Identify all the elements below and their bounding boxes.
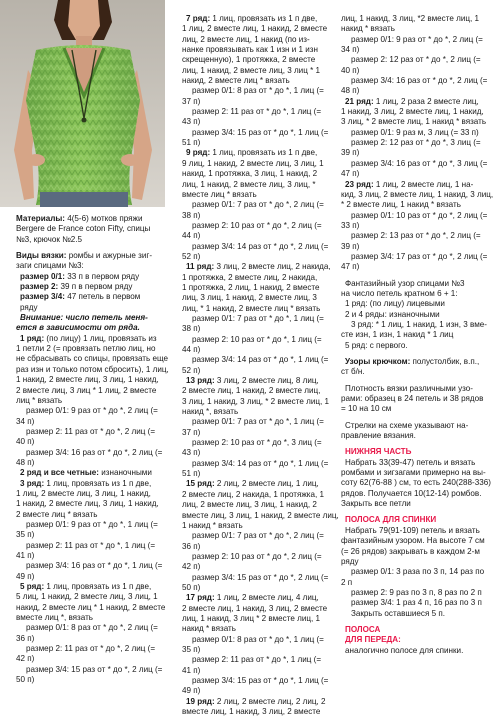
text-line: фантазийным узором. На высоте 7 см — [341, 536, 485, 546]
lead-text: 3 лиц, 2 вместе лиц, 2 накида, — [214, 262, 331, 272]
text-line: вместе лиц, 1 накид, 3 лиц, 2 вместе — [182, 707, 321, 717]
text-line: размер 3/4: 15 раз от * до *, 2 лиц (= — [26, 664, 163, 674]
text-line: накид *, вязать — [182, 407, 239, 417]
lead-text: 33 п в первом ряду — [65, 271, 140, 281]
text-line: Bergere de France coton Fifty, спицы — [16, 224, 151, 234]
text-line: лиц, 2 вместе лиц, 3 лиц, 1 накид, 2 — [182, 500, 317, 510]
text-line: ПОЛОСА ДЛЯ СПИНКИ — [345, 515, 437, 525]
text-line: 38 п) — [182, 210, 201, 220]
text-line: размер 2: 9 раз по 3 п, 8 раз по 2 п — [351, 587, 482, 597]
text-line: размер 2: 10 раз от * до *, 2 лиц (= — [192, 220, 322, 230]
lead-text: 4(5-6) мотков пряжи — [64, 214, 143, 223]
text-line: 48 п) — [341, 86, 360, 96]
text-line: 34 п) — [341, 45, 360, 55]
text-line: скрещенную), 1 протяжка, 2 вместе — [182, 55, 316, 65]
lead-label: 17 ряд: — [186, 593, 215, 603]
text-line: 39 п) — [341, 148, 360, 158]
text-line: 2 вместе лиц * вязать — [16, 509, 98, 519]
text-line: правление вязания. — [341, 431, 416, 441]
lead-label: 1 ряд: — [20, 333, 45, 343]
text-line: размер 0/1: 7 раз от * до *, 1 лиц (= — [192, 417, 324, 427]
text-line: раз изн и только потом сбросить), 1 лиц, — [16, 364, 169, 374]
text-line: рядов. Получается 10(12-14) ромбов. — [341, 488, 482, 498]
text-line: ромбами и зигзагами примерно на вы- — [341, 468, 486, 478]
text-line: нанке провязывать как 1 изн и 1 изн — [182, 45, 318, 55]
text-line: размер 0/1: 8 раз от * до *, 1 лиц (= — [192, 86, 324, 96]
text-line: 44 п) — [182, 345, 201, 354]
text-line: размер 3/4: 15 раз от * до *, 2 лиц (= — [192, 572, 329, 582]
text-line: 48 п) — [16, 457, 35, 467]
text-line: размер 2: 11 раз от * до *, 2 лиц (= — [26, 426, 156, 436]
text-line: 41 п) — [16, 551, 35, 560]
text-line — [341, 97, 484, 107]
lead-text: 1 лиц, 2 вместе лиц, 1 на- — [373, 179, 474, 189]
lead-label: 21 ряд: — [345, 96, 374, 106]
text-line: размер 0/1: 9 раз от * до *, 1 лиц (= — [26, 519, 158, 529]
text-line: 36 п) — [16, 633, 35, 643]
text-line — [16, 292, 168, 302]
text-line: 37 п) — [182, 96, 201, 106]
text-line — [182, 14, 332, 24]
text-line: вместе лиц, 3 лиц, 1 накид, 2 вместе лиц, — [182, 510, 339, 520]
lead-label: Узоры крючком: — [345, 357, 411, 366]
lead-text: полустолбик, в.п., — [410, 357, 480, 366]
text-line: Набрать 79(91-109) петель и вязать — [345, 525, 480, 535]
text-line: размер 0/1: 7 раз от * до *, 2 лиц (= — [192, 531, 324, 541]
text-line: заги спицами №3: — [16, 261, 84, 271]
text-line: размер 0/1: 9 раз от * до *, 2 лиц (= — [351, 34, 483, 44]
text-line: размер 2: 13 раз от * до *, 2 лиц (= — [351, 231, 481, 241]
text-line: 49 п) — [16, 571, 35, 581]
text-line: 1 накид * вязать — [182, 520, 243, 530]
text-line: 47 п) — [341, 169, 360, 179]
text-line: размер 2: 10 раз от * до *, 2 лиц (= — [192, 551, 322, 561]
text-line: (= 26 рядов) закрывать в каждом 2-м — [341, 546, 480, 556]
lead-label: 19 ряд: — [186, 696, 215, 706]
text-line: * 2 вместе лиц, 1 накид * вязать — [341, 200, 461, 210]
text-line: размер 3/4: 14 раз от * до *, 2 лиц (= — [192, 241, 329, 251]
text-line: лиц, 2 вместе лиц, 1 накид (по из- — [182, 34, 310, 44]
text-line: 41 п) — [182, 665, 201, 675]
text-line: накид, 1 протяжка, 3 лиц, 1 накид, 2 — [182, 169, 318, 179]
text-line: Стрелки на схеме указывают на- — [345, 420, 469, 430]
text-line — [182, 593, 332, 603]
text-line: рами: образец в 24 петель и 38 рядов — [341, 394, 484, 404]
lead-text: 1 лиц, провязать из 1 п две, — [210, 148, 318, 158]
text-line: 1 протяжка, 2 вместе лиц, 2 накида, — [182, 272, 318, 282]
text-line: №3, крючок №2.5 — [16, 234, 83, 244]
text-line: 42 п) — [16, 654, 35, 664]
text-line: 50 п) — [16, 675, 35, 685]
text-line: размер 3/4: 16 раз от * до *, 1 лиц (= — [26, 561, 163, 571]
text-line: размер 2: 11 раз от * до *, 2 лиц (= — [26, 644, 156, 654]
text-line: 1 петли 2 (= провязать петлю лиц, но — [16, 344, 156, 354]
text-line: размер 2: 12 раз от * до *, 2 лиц (= — [351, 55, 481, 65]
lead-label: Виды вязки: — [16, 251, 67, 261]
text-line: лиц, 1 накид, 2 вместе лиц, 3 лиц, * — [182, 179, 316, 189]
text-line: 1 ряд: (по лицу) лицевыми — [345, 299, 445, 309]
text-line: 52 п) — [182, 365, 201, 375]
text-line: 3 лиц, 1 накид, 3 лиц, * 2 вместе лиц, 1 — [182, 396, 329, 406]
column-middle — [182, 14, 339, 717]
lead-text: 3 лиц, 2 вместе лиц, 8 лиц, — [214, 376, 319, 386]
text-line: лиц, 1 накид, 3 лиц * 2 вместе лиц, 1 — [182, 613, 320, 623]
text-line — [182, 376, 332, 386]
text-line: 5 лиц, 1 накид, 2 вместе лиц, 3 лиц, 1 — [16, 592, 158, 602]
text-line: 43 п) — [182, 448, 201, 458]
text-line: 40 п) — [341, 65, 360, 75]
text-line: размер 2: 11 раз от * до *, 1 лиц (= — [192, 107, 322, 117]
text-line — [182, 697, 332, 707]
text-line — [341, 357, 484, 367]
text-line: размер 3/4: 15 раз от * до *, 1 лиц (= — [192, 127, 329, 137]
lead-label: 9 ряд: — [186, 148, 211, 158]
text-line: 1 лиц, 2 вместе лиц, 3 лиц, 1 накид, — [16, 488, 151, 498]
text-line: размер 0/1: 9 раз м, 3 лиц (= 33 п) — [351, 127, 479, 137]
text-line: Набрать 33(39-47) петель и вязать — [345, 457, 476, 467]
text-line: кид, 3 лиц, 2 вместе лиц, 1 накид, 3 лиц, — [341, 189, 493, 199]
text-line: накид, 2 вместе лиц * вязать — [182, 76, 290, 86]
text-line: размер 2: 11 раз от * до *, 1 лиц (= — [26, 540, 156, 550]
text-line: 40 п) — [16, 437, 35, 447]
text-line: 42 п) — [182, 562, 201, 572]
text-line — [16, 214, 168, 224]
text-line: не сбрасывать со спицы, провязать еще — [16, 354, 169, 364]
text-line: размер 0/1: 7 раз от * до *, 2 лиц (= — [192, 200, 324, 210]
text-line: размер 3/4: 16 раз от * до *, 2 лиц (= — [351, 76, 488, 86]
text-line — [16, 479, 168, 489]
text-line: Закрыть оставшиеся 5 п. — [351, 608, 445, 618]
text-line: 51 п) — [182, 138, 201, 148]
lead-label: 11 ряд: — [186, 262, 215, 272]
text-line: размер 3/4: 16 раз от * до *, 3 лиц (= — [351, 158, 488, 168]
text-line: 38 п) — [182, 324, 201, 334]
text-line — [16, 582, 168, 592]
text-line: лиц, 1 накид, 3 лиц, *2 вместе лиц, 1 — [341, 14, 479, 23]
text-line: размер 3/4: 17 раз от * до *, 2 лиц (= — [351, 251, 488, 261]
text-line: 37 п) — [182, 427, 201, 437]
text-line: 49 п) — [182, 686, 201, 696]
text-line: размер 3/4: 14 раз от * до *, 1 лиц (= — [192, 458, 329, 468]
text-line: 35 п) — [182, 644, 201, 654]
text-line: 2 вместе лиц, 1 накид, 2 вместе лиц, — [182, 386, 321, 396]
text-line: 1 лиц, 2 вместе лиц, 1 накид, 2 вместе — [182, 24, 328, 34]
text-line: накид * вязать — [182, 624, 236, 634]
text-line: 50 п) — [182, 582, 201, 592]
lead-text: 1 лиц, провязать из 1 п две, — [44, 478, 152, 488]
text-line: ДЛЯ ПЕРЕДА: — [345, 635, 401, 645]
lead-text: (по лицу) 1 лиц, провязать из — [44, 333, 157, 343]
lead-label: 13 ряд: — [186, 376, 215, 386]
lead-label: 7 ряд: — [186, 14, 211, 23]
text-line — [182, 148, 332, 158]
text-line: аналогично полосе для спинки. — [345, 645, 464, 655]
text-line: соту 62(76-88 ) см, то есть 240(288-336) — [341, 478, 491, 488]
text-line — [341, 180, 484, 190]
text-line: Плотность вязки различными узо- — [345, 383, 473, 393]
text-line: 3 лиц, * 2 вместе лиц, 1 накид * вязать — [341, 117, 487, 127]
text-line: Фантазийный узор спицами №3 — [345, 278, 465, 288]
lead-text: 39 п в первом ряду — [58, 282, 133, 292]
lead-text: 1 лиц, провязать из 1 п две, — [44, 582, 152, 592]
lead-text: 2 лиц, 2 вместе лиц, 2 лиц, 2 — [214, 696, 326, 706]
text-line: размер 2: 10 раз от * до *, 3 лиц (= — [192, 438, 322, 448]
text-line: 43 п) — [182, 117, 201, 127]
text-line: накид, 2 вместе лиц * 1 накид, 2 вместе — [16, 602, 166, 612]
text-line: 1 накид, 2 вместе лиц, 3 лиц, 1 накид, — [16, 375, 159, 385]
model-photo-illustration — [0, 0, 165, 207]
text-line: вместе лиц *, вязать — [16, 613, 94, 623]
text-line: размер 0/1: 3 раза по 3 п, 14 раз по — [351, 567, 485, 577]
lead-label: 3 ряд: — [20, 478, 45, 488]
text-line — [16, 251, 168, 261]
lead-label: размер 2: — [20, 282, 59, 292]
text-line: размер 3/4: 1 раз 4 п, 16 раз по 3 п — [351, 598, 482, 608]
text-line: = 10 на 10 см — [341, 404, 392, 414]
lead-text: 1 лиц, провязать из 1 п две, — [210, 14, 318, 23]
lead-text: изнаночными — [99, 468, 152, 478]
text-line — [16, 272, 168, 282]
text-line: 9 лиц, 1 накид, 2 вместе лиц, 3 лиц, 1 — [182, 158, 324, 168]
text-line: 34 п) — [16, 416, 35, 426]
text-line: размер 0/1: 10 раз от * до *, 2 лиц (= — [351, 210, 488, 220]
text-line: 2 п — [341, 577, 353, 587]
text-line: размер 3/4: 14 раз от * до *, 1 лиц (= — [192, 355, 329, 365]
text-line: 35 п) — [16, 530, 35, 540]
text-line: 52 п) — [182, 251, 201, 261]
text-line — [182, 262, 332, 272]
text-line: Внимание: число петель меня- — [20, 313, 148, 323]
text-line: 51 п) — [182, 469, 201, 479]
text-line: размер 2: 10 раз от * до *, 1 лиц (= — [192, 334, 322, 344]
lead-label: размер 3/4: — [20, 292, 65, 302]
column-left — [16, 214, 168, 685]
text-line: 2 и 4 ряды: изнаночными — [345, 309, 440, 319]
text-line: размер 0/1: 7 раз от * до *, 1 лиц (= — [192, 313, 324, 323]
text-line: 44 п) — [182, 231, 201, 241]
lead-label: 5 ряд: — [20, 582, 45, 592]
text-line: 2 вместе лиц, 3 лиц * 1 лиц, 2 вместе — [16, 385, 157, 395]
text-line: размер 0/1: 8 раз от * до *, 1 лиц (= — [192, 634, 324, 644]
model-photo — [0, 0, 165, 207]
text-line: НИЖНЯЯ ЧАСТЬ — [345, 447, 412, 457]
text-line: размер 3/4: 16 раз от * до *, 2 лиц (= — [26, 447, 163, 457]
text-line — [16, 468, 168, 478]
lead-text: 1 лиц, 2 вместе лиц, 4 лиц, — [214, 593, 319, 603]
text-line: размер 2: 12 раз от * до *, 3 лиц (= — [351, 138, 481, 148]
lead-text: 1 лиц, 2 раза 2 вместе лиц, — [373, 96, 479, 106]
text-line: размер 3/4: 15 раз от * до *, 1 лиц (= — [192, 676, 329, 685]
text-line: Закрыть все петли — [341, 499, 411, 509]
text-line: ется в зависимости от ряда. — [16, 323, 140, 333]
text-line: 33 п) — [341, 220, 360, 230]
text-line: 39 п) — [341, 241, 360, 251]
text-line: 47 п) — [341, 262, 360, 272]
text-line: лиц, * 1 накид, 2 вместе лиц * вязать — [182, 303, 321, 313]
text-line: накид * вязать — [341, 24, 395, 34]
text-line: лиц, 1 накид, 2 вместе лиц, 3 лиц * 1 — [182, 65, 320, 75]
text-line: 5 ряд: с первого. — [345, 340, 408, 350]
text-line: лиц * вязать — [16, 395, 63, 405]
column-right — [341, 14, 493, 656]
text-line: ст б/н. — [341, 367, 365, 377]
text-line: размер 0/1: 8 раз от * до *, 2 лиц (= — [26, 623, 158, 633]
lead-label: 23 ряд: — [345, 179, 374, 189]
text-line: вместе лиц * вязать — [182, 189, 257, 199]
text-line: 36 п) — [182, 541, 201, 551]
text-line: 2 вместе лиц, 2 накида, 1 протяжка, 1 — [182, 489, 325, 499]
text-line: размер 2: 11 раз от * до *, 1 лиц (= — [192, 655, 322, 665]
text-line: 2 вместе лиц, 1 накид, 3 лиц, 2 вместе — [182, 603, 328, 613]
text-line: на число петель кратном 6 + 1: — [341, 288, 458, 298]
text-line: сте изн, 1 изн, 1 накид * 1 лиц — [341, 330, 454, 340]
text-line — [16, 282, 168, 292]
text-line: 1 накид, 2 вместе лиц, 3 лиц, 1 накид, — [16, 499, 159, 509]
lead-text: 47 петель в первом — [65, 292, 141, 302]
text-line: 1 протяжка, 2 лиц, 1 накид, 2 вместе — [182, 282, 320, 292]
lead-label: 2 ряд и все четные: — [20, 468, 100, 478]
lead-label: размер 0/1: — [20, 271, 65, 281]
lead-label: 15 ряд: — [186, 479, 215, 489]
text-line: 1 накид, 3 лиц, 2 вместе лиц, 1 накид, — [341, 107, 484, 117]
lead-text: 2 лиц, 2 вместе лиц, 1 лиц, — [214, 479, 319, 489]
lead-label: Материалы: — [16, 214, 65, 223]
text-line — [16, 334, 168, 344]
text-line: ряду — [20, 302, 38, 312]
text-line: 3 ряд: * 1 лиц, 1 накид, 1 изн, 3 вме- — [351, 319, 487, 329]
text-line: лиц, 3 лиц, 1 накид, 2 вместе лиц, 3 — [182, 293, 317, 303]
text-line: размер 0/1: 9 раз от * до *, 2 лиц (= — [26, 406, 158, 416]
text-line: ПОЛОСА — [345, 624, 381, 634]
text-line: ряду — [341, 556, 359, 566]
lead-text: ромбы и ажурные зиг- — [66, 251, 153, 261]
text-line — [182, 479, 332, 489]
